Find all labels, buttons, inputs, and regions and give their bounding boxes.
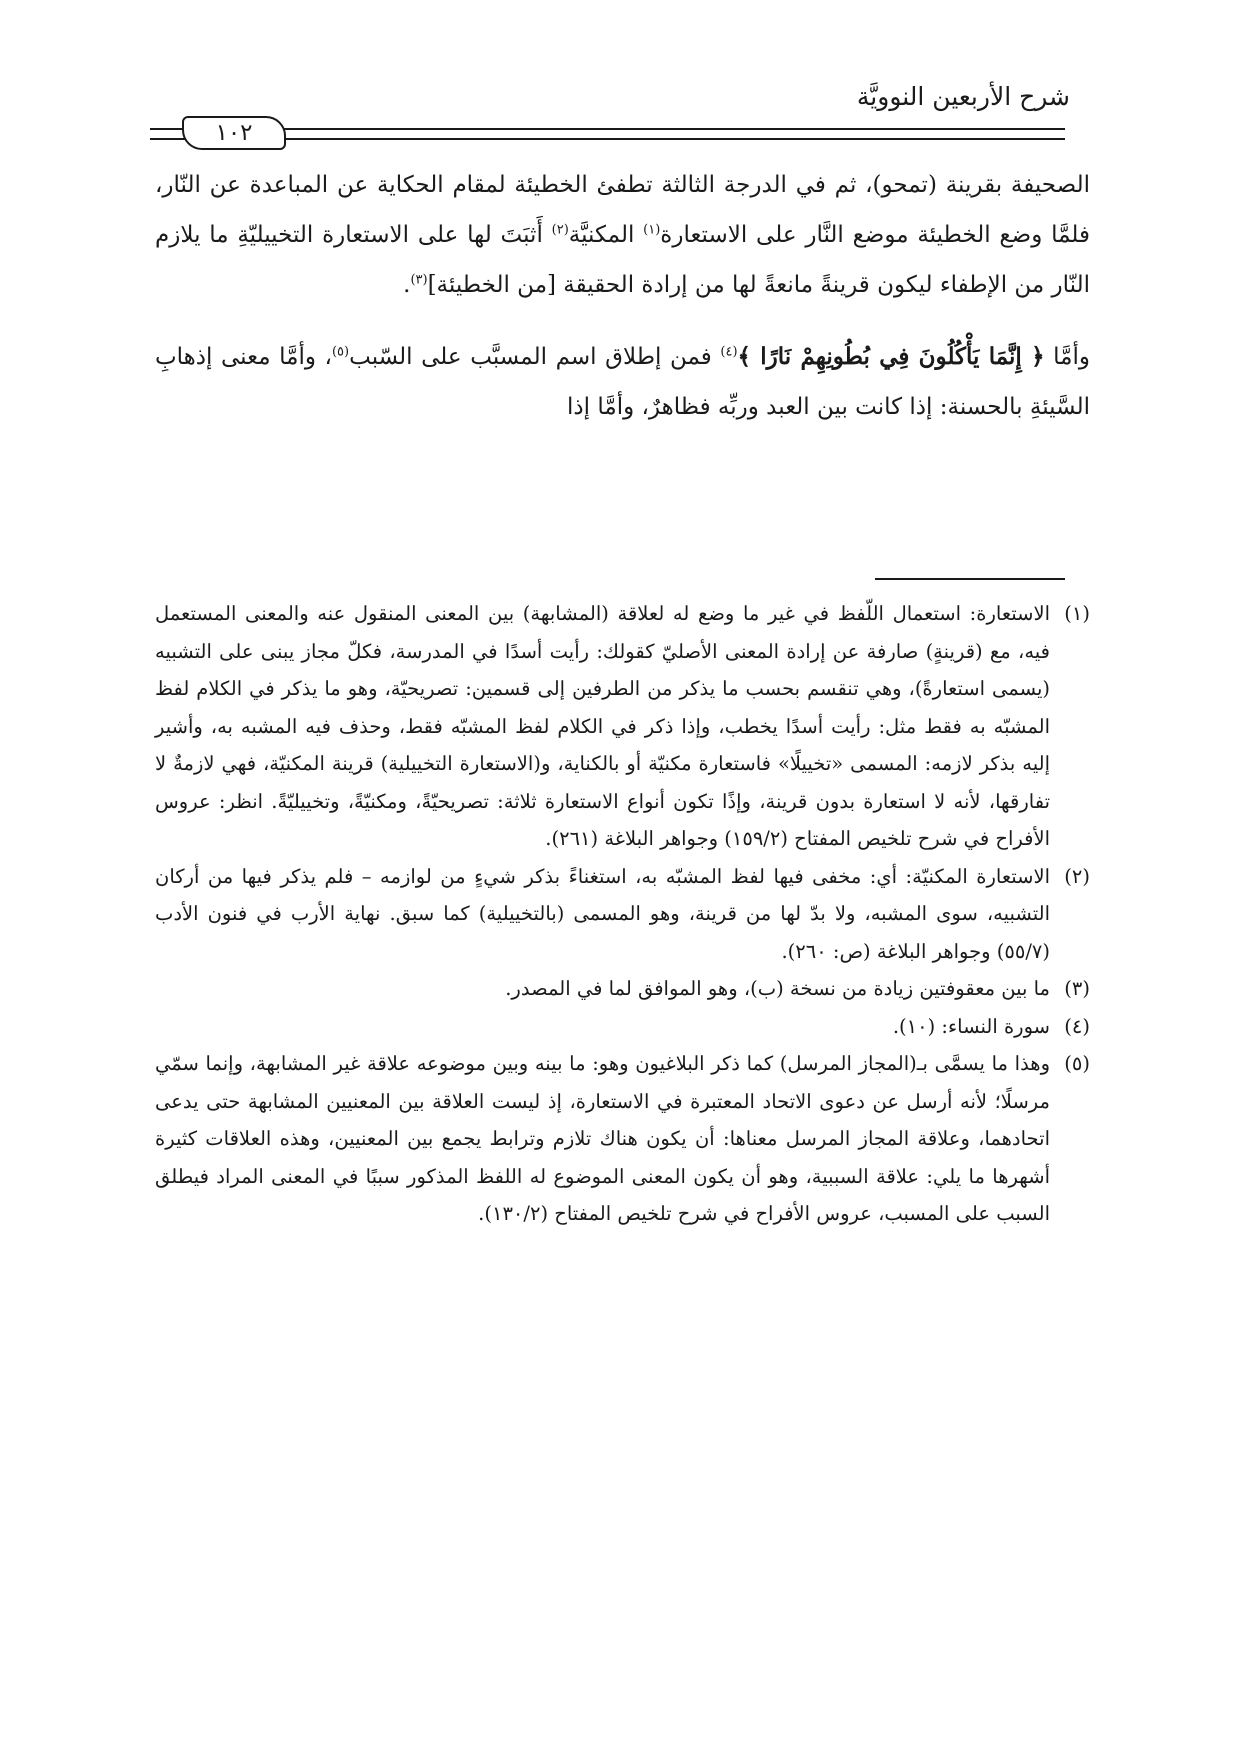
footnote-text: الاستعارة: استعمال اللّفظ في غير ما وضع له لعلاقة (المشابهة) بين المعنى المنقول عنه والمعنى المستعمل فيه، مع (قرينةٍ) صارفة عن إرادة المعنى الأصليّ كقولك: رأيت أسدًا في المدرسة، فكلّ مجاز يبنى على التشبيه (يسمى استعارةً)، وهي تنقسم بحسب ما يذكر من الطرفين إلى قسمين: تصريحيّة، وهو ما يذكر في الكلام لفظ المشبّه به فقط مثل: رأيت أسدًا يخطب، وإذا ذكر في الكلام لفظ المشبّه فقط، وحذف فيه المشبه به، وأشير إليه بذكر لازمه: المسمى «تخييلًا» فاستعارة مكنيّة أو بالكناية، و(الاستعارة التخييلية) قرينة المكنيّة، فهي لازمةٌ لا تفارقها، لأنه لا استعارة بدون قرينة، وإذًا تكون أنواع الاستعارة ثلاثة: تصريحيّةً، ومكنيّةً، وتخييليّةً. انظر: عروس الأفراح في شرح تلخيص المفتاح (١٥٩/٢) وجواهر البلاغة (٢٦١). <box>155 602 1050 850</box>
footnote-ref-2: (٢) <box>551 222 569 238</box>
footnote-item <box>155 858 1090 971</box>
footnote-number: (٣) <box>1064 977 1090 1000</box>
footnote-text: ما بين معقوفتين زيادة من نسخة (ب)، وهو الموافق لما في المصدر. <box>505 977 1050 1000</box>
paragraph-1 <box>155 160 1090 310</box>
main-text <box>155 160 1090 432</box>
footnote-ref-1: (١) <box>643 222 661 238</box>
footnote-number: (٥) <box>1064 1052 1090 1075</box>
footnotes <box>155 595 1090 1233</box>
footnote-item <box>155 1045 1090 1233</box>
footnote-text: سورة النساء: (١٠). <box>892 1014 1050 1038</box>
paragraph-2-text-b: فمن إطلاق اسم المسبَّب على السّبب <box>349 344 721 370</box>
paragraph-1-end: . <box>403 272 411 298</box>
page-number: ١٠٢ <box>182 116 286 150</box>
footnote-separator <box>875 578 1065 580</box>
footnote-item <box>155 595 1090 858</box>
paragraph-1-text-c: أَثبَتَ لها على الاستعارة التخييليّةِ ما يلازم النّار من الإطفاء ليكون قرينةً مانعةً لها من إرادة الحقيقة [من الخطيئة] <box>155 222 1090 298</box>
footnote-ref-3: (٣) <box>410 272 428 288</box>
paragraph-1-text-b: المكنيَّة <box>568 222 644 248</box>
quran-verse: ﴿ إِنَّمَا يَأْكُلُونَ فِي بُطُونِهِمْ نَارًا ﴾ <box>737 343 1045 370</box>
footnote-number: (٢) <box>1064 864 1090 888</box>
header-rule-top <box>150 128 1065 130</box>
footnote-ref-5: (٥) <box>331 344 350 360</box>
paragraph-2-text: وأمَّا <box>1044 344 1090 370</box>
footnote-text: الاستعارة المكنيّة: أي: مخفى فيها لفظ المشبّه به، استغناءً بذكر شيءٍ من لوازمه – فلم يذكر فيها من أركان التشبيه، سوى المشبه، ولا بدّ لها من قرينة، وهو المسمى (بالتخييلية) كما سبق. نهاية الأرب في فنون الأدب (٥٥/٧) وجواهر البلاغة (ص: ٢٦٠). <box>155 864 1050 963</box>
footnote-item <box>155 1008 1090 1046</box>
running-title: شرح الأربعين النوويَّة <box>856 82 1070 111</box>
footnote-item <box>155 970 1090 1008</box>
paragraph-1-text: الصحيفة بقرينة (تمحو)، ثم في الدرجة الثالثة تطفئ الخطيئة لمقام الحكاية عن المباعدة عن النّار، فلمَّا وضع الخطيئة موضع النَّار على الاستعارة <box>155 172 1090 248</box>
footnote-text: وهذا ما يسمَّى بـ(المجاز المرسل) كما ذكر البلاغيون وهو: ما بينه وبين موضوعه علاقة غير المشابهة، وإنما سمّي مرسلًا؛ لأنه أرسل عن دعوى الاتحاد المعتبرة في الاستعارة، إذ ليست العلاقة بين المعنيين المشابهة حتى يدعى اتحادهما، وعلاقة المجاز المرسل معناها: أن يكون هناك تلازم وترابط يجمع بين المعنيين، وهذه العلاقات كثيرة أشهرها ما يلي: علاقة السببية، وهو أن يكون المعنى الموضوع له اللفظ المذكور سببًا في المعنى المراد فيطلق السبب على المسبب، عروس الأفراح في شرح تلخيص المفتاح (١٣٠/٢). <box>155 1052 1050 1225</box>
paragraph-2-text-c: ، وأمَّا معنى إذهابِ السَّيئةِ بالحسنة: إذا كانت بين العبد وربِّه فظاهرٌ، وأمَّا إذا <box>155 344 1090 420</box>
paragraph-2 <box>155 332 1090 432</box>
header-rule-bottom <box>150 138 1065 140</box>
footnote-number: (١) <box>1064 602 1090 625</box>
footnote-ref-4: (٤) <box>720 344 738 360</box>
footnote-number: (٤) <box>1064 1014 1090 1038</box>
